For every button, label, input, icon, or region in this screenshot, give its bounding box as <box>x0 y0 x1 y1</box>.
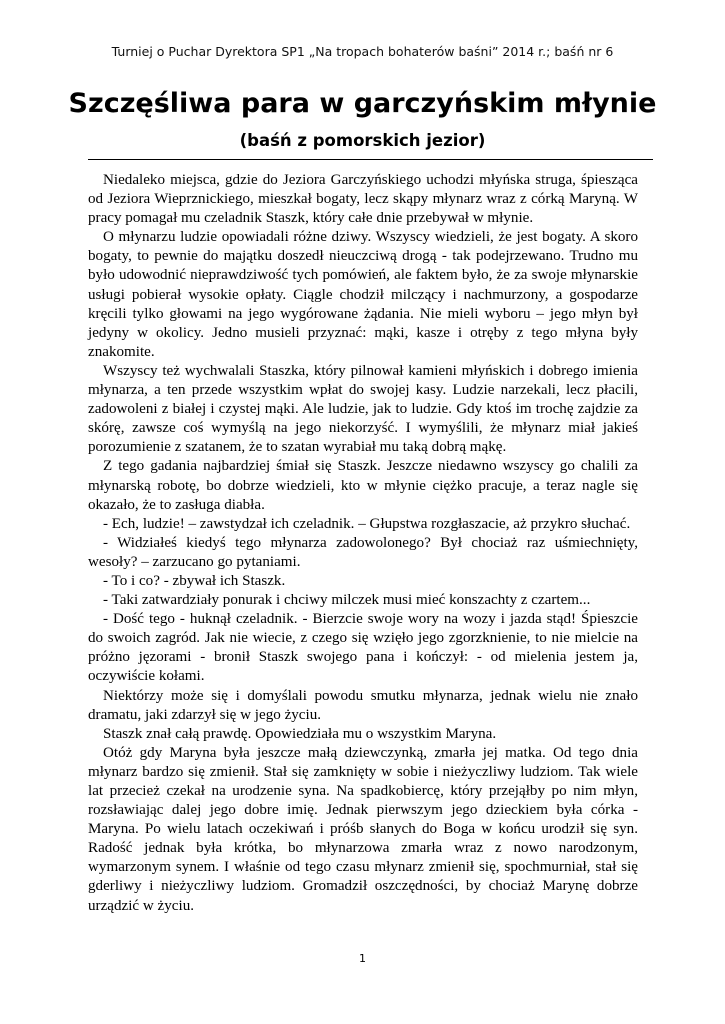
paragraph: Niektórzy może się i domyślali powodu smutku młynarza, jednak wielu nie znało dramatu, jaki zdarzył się w jego życiu. <box>88 687 638 723</box>
paragraph: - Dość tego - huknął czeladnik. - Bierzcie swoje wory na wozy i jazda stąd! Śpieszcie do swoich zagród. Jak nie wiecie, z czego się wzięło jego zgorzknienie, to nie mielcie na próżno jęzorami - bronił Staszk swojego pana i kończył: - od mielenia jestem ja, oczywiście kołami. <box>88 611 638 685</box>
paragraph: Z tego gadania najbardziej śmiał się Staszk. Jeszcze niedawno wszyscy go chalili za młynarską robotę, bo dobrze wiedzieli, kto w młynie ciężko pracuje, a teraz nagle się okazało, że to zasługa diabła. <box>88 458 638 513</box>
page-number: 1 <box>359 952 366 965</box>
paragraph: Wszyscy też wychwalali Staszka, który pilnował kamieni młyńskich i dobrego imienia młynarza, a ten przede wszystkim wpłat do swojej kasy. Ludzie narzekali, lecz płacili, zadowoleni z białej i czystej mąki. Ale ludzie, jak to ludzie. Gdy ktoś im trochę zajdzie za skórę, zawsze coś wymyślą na jego niekorzyść. I wymyślili, że młynarz miał jakieś porozumienie z szatanem, że to szatan wyrabiał mu taką dobrą mąkę. <box>88 362 638 456</box>
paragraph: Otóż gdy Maryna była jeszcze małą dziewczynką, zmarła jej matka. Od tego dnia młynarz bardzo się zmienił. Stał się zamknięty w sobie i nieżyczliwy ludziom. Tak wiele lat przecież czekał na urodzenie syna. Na spadkobiercę, który przejąłby po nim młyn, rozsławiając dalej jego dobre imię. Jednak pierwszym jego dzieckiem była córka - Maryna. Po wielu latach oczekiwań i próśb słanych do Boga w końcu urodził się syn. Radość jednak była krótka, bo młynarzowa zmarła wraz z nowo narodzonym, wymarzonym synem. I właśnie od tego czasu młynarz zmienił się, spochmurniał, stał się gderliwy i nieżyczliwy ludziom. Gromadził oszczędności, by chociaż Marynę dobrze urządzić w życiu. <box>88 744 638 914</box>
paragraph: - Taki zatwardziały ponurak i chciwy milczek musi mieć konszachty z czartem... <box>103 592 591 609</box>
paragraph: Staszk znał całą prawdę. Opowiedziała mu o wszystkim Maryna. <box>103 725 497 742</box>
story-title: Szczęśliwa para w garczyńskim młynie <box>68 88 657 119</box>
story-subtitle: (baśń z pomorskich jezior) <box>239 131 486 150</box>
paragraph: - To i co? - zbywał ich Staszk. <box>103 572 286 589</box>
paragraph: O młynarzu ludzie opowiadali różne dziwy. Wszyscy wiedzieli, że jest bogaty. A skoro bogaty, to pewnie do majątku doszedł nieuczciwą drogą - tak podejrzewano. Trudno mu było udowodnić nieprawdziwość tych pomówień, ale faktem było, że za swoje młynarskie usługi pobierał wysokie opłaty. Ciągle chodził milczący i nachmurzony, a gospodarze kręcili tylko głowami na jego wygórowane żądania. Nie mieli wyboru – jego młyn był jedyny w okolicy. Jedno musieli przyznać: mąki, kasze i otręby z tego młyna były znakomite. <box>88 229 638 360</box>
title-divider <box>88 159 653 160</box>
story-body <box>88 171 638 916</box>
paragraph: - Ech, ludzie! – zawstydzał ich czeladnik. – Głupstwa rozgłaszacie, aż przykro słuchać. <box>103 515 631 532</box>
paragraph: - Widziałeś kiedyś tego młynarza zadowolonego? Był chociaż raz uśmiechnięty, wesoły? – zarzucano go pytaniami. <box>88 534 638 570</box>
running-header: Turniej o Puchar Dyrektora SP1 „Na tropach bohaterów baśni” 2014 r.; baśń nr 6 <box>111 44 614 59</box>
paragraph: Niedaleko miejsca, gdzie do Jeziora Garczyńskiego uchodzi młyńska struga, śpiesząca od Jeziora Wieprznickiego, mieszkał bogaty, lecz skąpy młynarz wraz z córką Maryną. W pracy pomagał mu czeladnik Staszk, który całe dnie przebywał w młynie. <box>88 172 638 227</box>
